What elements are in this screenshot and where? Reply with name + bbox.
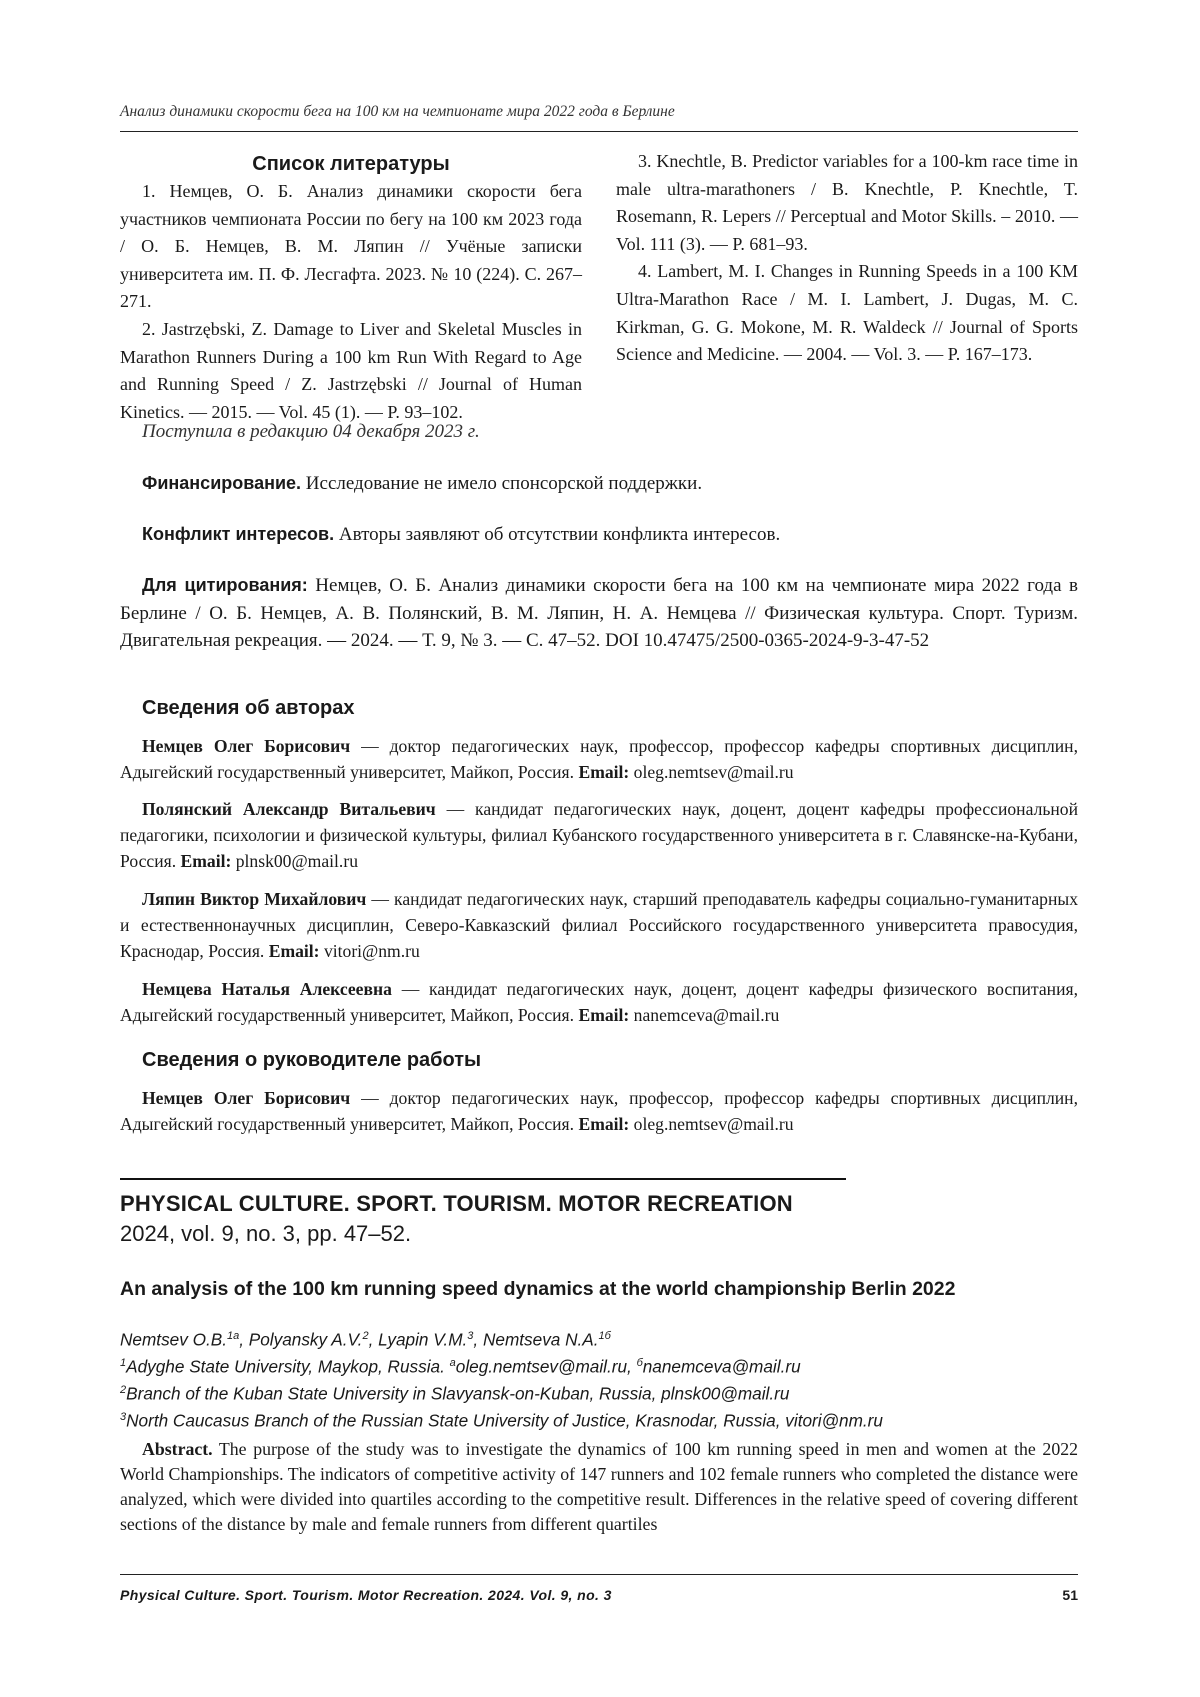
email-sup: б bbox=[636, 1357, 643, 1369]
email-label: Email: bbox=[180, 851, 232, 871]
page-number: 51 bbox=[1062, 1587, 1078, 1603]
reference-item: 4. Lambert, M. I. Changes in Running Speeds in a 100 KM Ultra-Marathon Race / M. I. Lambert, J. Dugas, M. C. Kirkman, G. G. Mokone, M. R. Waldeck // Journal of Sports Science and Medicine. — 2004. — Vol. 3. — P. 167–173. bbox=[616, 261, 1078, 365]
references-title: Список литературы bbox=[252, 153, 450, 175]
affiliation-text: North Caucasus Branch of the Russian State University of Justice, Krasnodar, Russia, vitori@nm.ru bbox=[126, 1410, 883, 1431]
affiliation-sup: 3 bbox=[120, 1411, 127, 1423]
supervisor-name: Немцев Олег Борисович bbox=[142, 1088, 351, 1108]
journal-title-en: PHYSICAL CULTURE. SPORT. TOURISM. MOTOR RECREATION bbox=[120, 1191, 793, 1216]
author-entry bbox=[120, 886, 1078, 964]
email-label: Email: bbox=[578, 762, 630, 782]
affiliation-sup: 1 bbox=[120, 1357, 127, 1369]
author-en: , Polyansky A.V. bbox=[239, 1329, 363, 1350]
references-column-left bbox=[120, 148, 582, 426]
author-desc: — кандидат педагогических наук, старший преподаватель кафедры социально-гуманитарных и естественнонаучных дисциплин, Северо-Кавказский филиал Российского государственного университета правосудия, Краснодар, Россия. bbox=[120, 889, 1078, 961]
author-name: Немцева Наталья Алексеевна bbox=[142, 979, 392, 999]
author-en: , Lyapin V.M. bbox=[368, 1329, 468, 1350]
conflict-statement bbox=[120, 521, 1078, 549]
conflict-text: Авторы заявляют об отсутствии конфликта интересов. bbox=[334, 524, 781, 545]
funding-text: Исследование не имело спонсорской поддержки. bbox=[301, 473, 703, 494]
abstract-en bbox=[120, 1437, 1078, 1537]
reference-item: 1. Немцев, О. Б. Анализ динамики скорости бега участников чемпионата России по бегу на 100 км 2023 года / О. Б. Немцев, В. М. Ляпин // Учёные записки университета им. П. Ф. Лесгафта. 2023. № 10 (224). С. 267–271. bbox=[120, 181, 582, 312]
journal-volume-en: 2024, vol. 9, no. 3, pp. 47–52. bbox=[120, 1221, 412, 1246]
author-email: nanemceva@mail.ru bbox=[629, 1005, 780, 1025]
affiliation-email: oleg.nemtsev@mail.ru, bbox=[455, 1356, 637, 1377]
author-desc: — кандидат педагогических наук, доцент, доцент кафедры профессиональной педагогики, психологии и физической культуры, филиал Кубанского государственного университета в г. Славянске-на-Кубани, Россия. bbox=[120, 799, 1078, 871]
authors-en bbox=[120, 1325, 611, 1351]
funding-label: Финансирование. bbox=[142, 473, 302, 493]
author-name: Немцев Олег Борисович bbox=[142, 736, 351, 756]
affiliation-text: Branch of the Kuban State University in Slavyansk-on-Kuban, Russia, plnsk00@mail.ru bbox=[126, 1383, 790, 1404]
email-label: Email: bbox=[268, 941, 320, 961]
abstract-label: Abstract. bbox=[142, 1439, 213, 1459]
footer-rule bbox=[120, 1574, 1078, 1575]
reference-item: 3. Knechtle, B. Predictor variables for a 100-km race time in male ultra-marathoners / B. Knechtle, P. Knechtle, T. Rosemann, R. Lepers // Perceptual and Motor Skills. – 2010. — Vol. 111 (3). — P. 681–93. bbox=[616, 151, 1078, 254]
author-entry bbox=[120, 796, 1078, 874]
footer-journal: Physical Culture. Sport. Tourism. Motor Recreation. 2024. Vol. 9, no. 3 bbox=[120, 1587, 612, 1603]
author-sup: 1a bbox=[226, 1330, 240, 1342]
affiliation-email: nanemceva@mail.ru bbox=[642, 1356, 801, 1377]
email-label: Email: bbox=[578, 1114, 630, 1134]
conflict-label: Конфликт интересов. bbox=[142, 524, 335, 544]
author-email: plnsk00@mail.ru bbox=[231, 851, 358, 871]
supervisor-email: oleg.nemtsev@mail.ru bbox=[629, 1114, 794, 1134]
supervisor-entry bbox=[120, 1085, 1078, 1137]
english-section-rule bbox=[120, 1178, 846, 1180]
email-sup: a bbox=[449, 1357, 456, 1369]
author-desc: — кандидат педагогических наук, доцент, доцент кафедры физического воспитания, Адыгейский государственный университет, Майкоп, Россия. bbox=[120, 979, 1078, 1025]
author-sup: 2 bbox=[362, 1330, 369, 1342]
received-date: Поступила в редакцию 04 декабря 2023 г. bbox=[142, 421, 480, 442]
affiliation-sup: 2 bbox=[120, 1384, 127, 1396]
authors-section-title: Сведения об авторах bbox=[142, 697, 355, 719]
author-name: Ляпин Виктор Михайлович bbox=[142, 889, 367, 909]
supervisor-section-title: Сведения о руководителе работы bbox=[142, 1049, 482, 1071]
author-en: Nemtsev O.B. bbox=[120, 1329, 227, 1350]
header-rule bbox=[120, 131, 1078, 132]
author-email: oleg.nemtsev@mail.ru bbox=[629, 762, 794, 782]
reference-item: 2. Jastrzębski, Z. Damage to Liver and Skeletal Muscles in Marathon Runners During a 100 km Run With Regard to Age and Running Speed / Z. Jastrzębski // Journal of Human Kinetics. — 2015. — Vol. 45 (1). — P. 93–102. bbox=[120, 318, 582, 422]
abstract-text: The purpose of the study was to investigate the dynamics of 100 km running speed in men and women at the 2022 World Championships. The indicators of competitive activity of 147 runners and 102 female runners who completed the distance were analyzed, which were divided into quartiles according to the competitive result. Differences in the relative speed of covering different sections of the distance by male and female runners from different quartiles bbox=[120, 1439, 1078, 1534]
author-entry bbox=[120, 976, 1078, 1028]
funding-statement bbox=[120, 470, 1078, 498]
citation-statement bbox=[120, 572, 1078, 655]
references-column-right bbox=[616, 148, 1078, 369]
citation-label: Для цитирования: bbox=[142, 575, 308, 595]
email-label: Email: bbox=[578, 1005, 630, 1025]
author-entry bbox=[120, 733, 1078, 785]
affiliation-2 bbox=[120, 1379, 789, 1405]
supervisor-desc: — доктор педагогических наук, профессор, профессор кафедры спортивных дисциплин, Адыгейский государственный университет, Майкоп, Россия. bbox=[120, 1088, 1079, 1134]
author-desc: — доктор педагогических наук, профессор, профессор кафедры спортивных дисциплин, Адыгейский государственный университет, Майкоп, Россия. bbox=[120, 736, 1079, 782]
citation-text: Немцев, О. Б. Анализ динамики скорости бега на 100 км на чемпионате мира 2022 года в Берлине / О. Б. Немцев, А. В. Полянский, В. М. Ляпин, Н. А. Немцева // Физическая культура. Спорт. Туризм. Двигательная рекреация. — 2024. — Т. 9, № 3. — С. 47–52. DOI 10.47475/2500-0365-2024-9-3-47-52 bbox=[120, 575, 1078, 651]
article-title-en: An analysis of the 100 km running speed dynamics at the world championship Berlin 2022 bbox=[120, 1278, 956, 1300]
author-email: vitori@nm.ru bbox=[319, 941, 420, 961]
author-name: Полянский Александр Витальевич bbox=[142, 799, 436, 819]
affiliation-1 bbox=[120, 1352, 801, 1378]
running-head: Анализ динамики скорости бега на 100 км на чемпионате мира 2022 года в Берлине bbox=[120, 103, 675, 120]
author-en: , Nemtseva N.A. bbox=[473, 1329, 599, 1350]
affiliation-3 bbox=[120, 1406, 883, 1432]
author-sup: 1б bbox=[598, 1330, 611, 1342]
author-sup: 3 bbox=[467, 1330, 474, 1342]
affiliation-text: Adyghe State University, Maykop, Russia. bbox=[126, 1356, 450, 1377]
